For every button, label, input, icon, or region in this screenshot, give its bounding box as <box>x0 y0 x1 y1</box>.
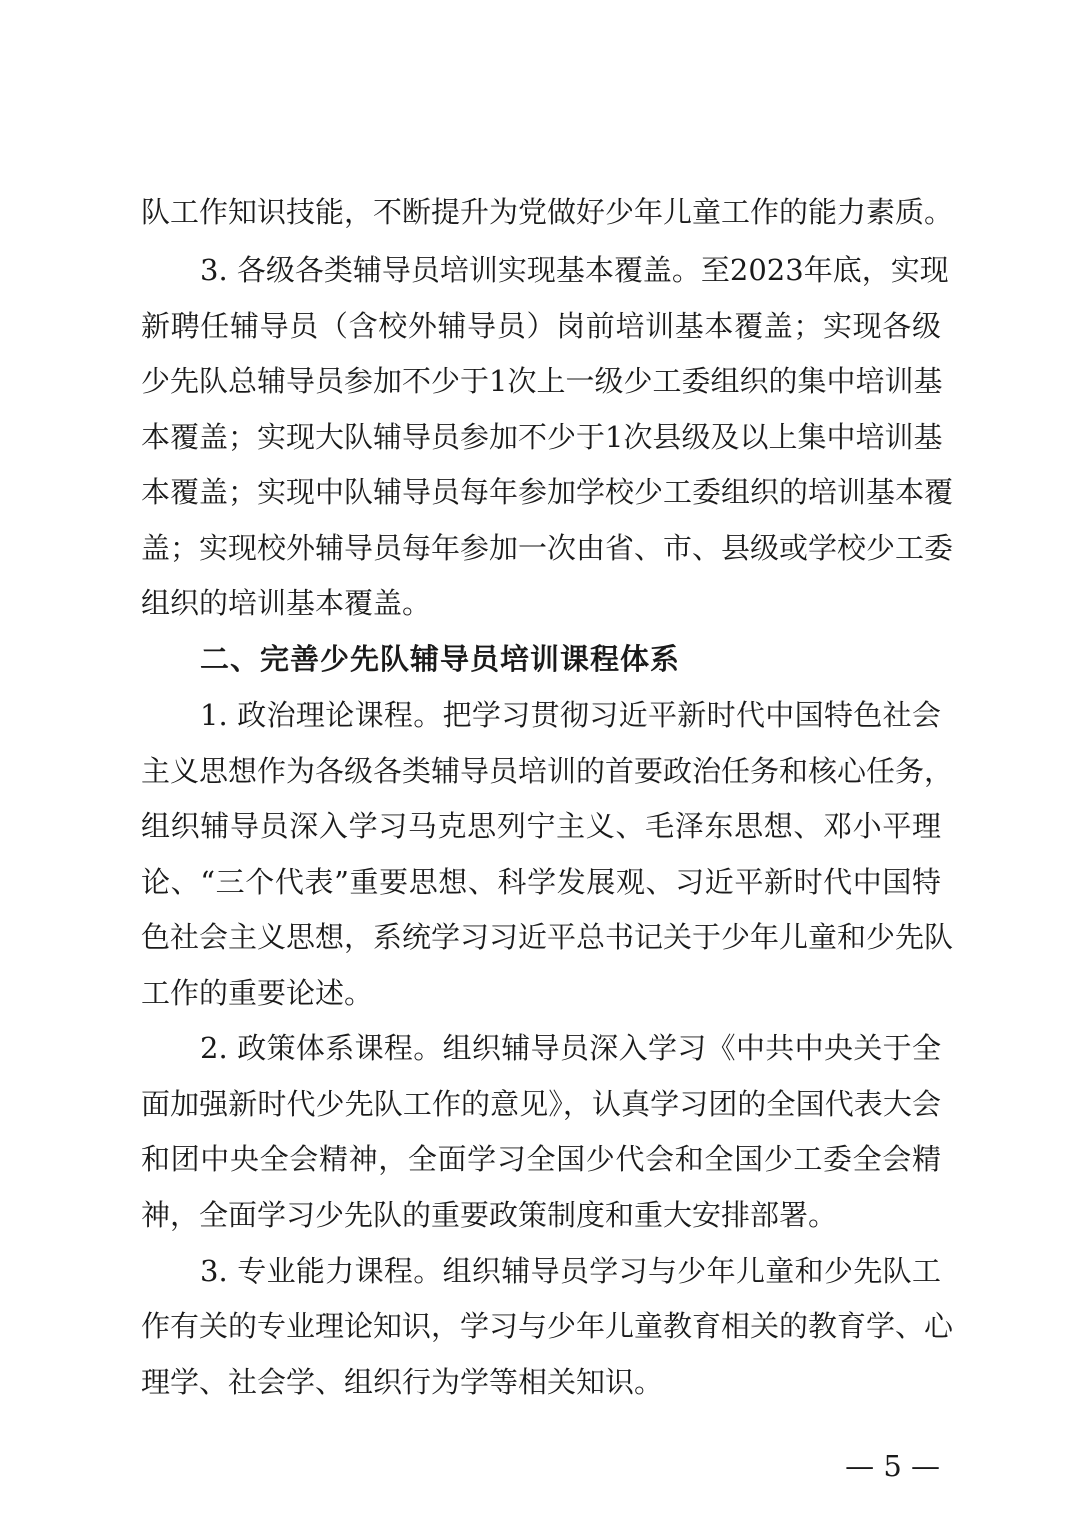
body-text-line: 组织的培训基本覆盖。 <box>141 586 432 620</box>
body-text-line: 工作的重要论述。 <box>141 976 374 1010</box>
body-text-line: 少先队总辅导员参加不少于1次上一级少工委组织的集中培训基 <box>141 364 943 398</box>
body-text-line: 和团中央全会精神，全面学习全国少代会和全国少工委全会精 <box>141 1142 941 1176</box>
body-text-line: 3. 专业能力课程。组织辅导员学习与少年儿童和少先队工 <box>200 1254 941 1288</box>
body-text-line: 队工作知识技能，不断提升为党做好少年儿童工作的能力素质。 <box>141 195 954 229</box>
section-heading: 二、完善少先队辅导员培训课程体系 <box>200 642 681 676</box>
body-text-line: 论、“三个代表”重要思想、科学发展观、习近平新时代中国特 <box>141 865 941 899</box>
body-text-line: 主义思想作为各级各类辅导员培训的首要政治任务和核心任务， <box>141 754 954 788</box>
body-text-line: 组织辅导员深入学习马克思列宁主义、毛泽东思想、邓小平理 <box>141 809 941 843</box>
body-text-line: 1. 政治理论课程。把学习贯彻习近平新时代中国特色社会 <box>200 698 941 732</box>
page-number: — 5 — <box>845 1449 940 1483</box>
body-text-line: 本覆盖；实现中队辅导员每年参加学校少工委组织的培训基本覆 <box>141 475 954 509</box>
body-text-line: 盖；实现校外辅导员每年参加一次由省、市、县级或学校少工委 <box>141 531 954 565</box>
body-text-line: 神，全面学习少先队的重要政策制度和重大安排部署。 <box>141 1198 838 1232</box>
body-text-line: 色社会主义思想，系统学习习近平总书记关于少年儿童和少先队 <box>141 920 954 954</box>
body-text-line: 作有关的专业理论知识，学习与少年儿童教育相关的教育学、心 <box>141 1309 954 1343</box>
body-text-line: 3. 各级各类辅导员培训实现基本覆盖。至2023年底，实现 <box>200 253 949 287</box>
body-text-line: 2. 政策体系课程。组织辅导员深入学习《中共中央关于全 <box>200 1031 941 1065</box>
body-text-line: 本覆盖；实现大队辅导员参加不少于1次县级及以上集中培训基 <box>141 420 943 454</box>
body-text-line: 新聘任辅导员（含校外辅导员）岗前培训基本覆盖；实现各级 <box>141 309 941 343</box>
body-text-line: 理学、社会学、组织行为学等相关知识。 <box>141 1365 664 1399</box>
body-text-line: 面加强新时代少先队工作的意见》，认真学习团的全国代表大会 <box>141 1087 941 1121</box>
